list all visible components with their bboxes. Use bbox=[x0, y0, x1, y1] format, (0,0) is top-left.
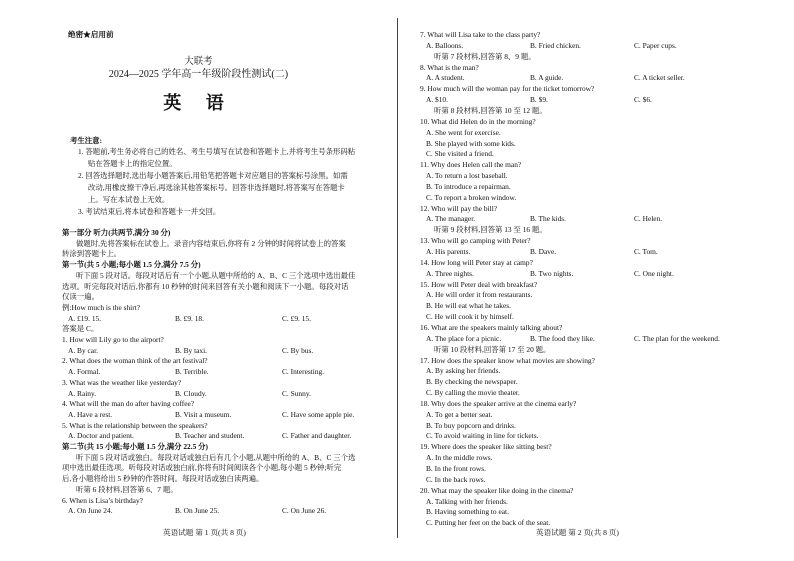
option-a: A. Doctor and patient. bbox=[68, 431, 134, 441]
option-line: C. Putting her feet on the back of the seat. bbox=[426, 518, 551, 528]
question-stem: 5. What is the relationship between the speakers? bbox=[62, 420, 208, 430]
option-b: B. On June 25. bbox=[175, 506, 220, 516]
text-line: 听下面 5 段对话或独白。每段对话或独白后有几个小题,从题中所给的 A、B、C 三个选 bbox=[76, 452, 356, 462]
option-line: C. She visited a friend. bbox=[426, 149, 494, 159]
text-line: 做题时,先将答案标在试卷上。录音内容结束后,你将有 2 分钟的时间将试卷上的答案 bbox=[76, 238, 346, 248]
text-line: 听下面 5 段对话。每段对话后有一个小题,从题中所给的 A、B、C 三个选项中选出最佳 bbox=[76, 270, 356, 280]
option-b: B. Teacher and student. bbox=[175, 431, 245, 441]
section-heading: 第一部分 听力(共两节,满分 30 分) bbox=[62, 228, 171, 237]
option-a: A. By car. bbox=[68, 345, 98, 355]
question-stem: 14. How long will Peter stay at camp? bbox=[420, 257, 533, 267]
option-c: C. Interesting. bbox=[282, 367, 325, 377]
option-c: C. Helen. bbox=[634, 214, 663, 224]
option-line: A. Talking with her friends. bbox=[426, 496, 508, 506]
option-line: C. By calling the movie theater. bbox=[426, 388, 520, 398]
option-c: C. A ticket seller. bbox=[634, 73, 685, 83]
option-c: C. Tom. bbox=[634, 247, 658, 256]
text-line: 听第 6 段材料,回答第 6、7 题。 bbox=[76, 484, 178, 494]
question-stem: 7. What will Lisa take to the class party? bbox=[420, 30, 541, 39]
question-stem: 19. Where does the speaker like sitting best? bbox=[420, 442, 552, 452]
option-line: B. By checking the newspaper. bbox=[426, 377, 518, 387]
exam-subtitle: 2024—2025 学年高一年级阶段性测试(二) bbox=[108, 69, 289, 80]
option-a: A. Three nights. bbox=[426, 268, 474, 278]
option-b: B. Visit a museum. bbox=[175, 409, 232, 419]
option-a: A. Balloons. bbox=[426, 40, 464, 50]
notice-line: 1. 答题前,考生务必将自己的姓名、考生号填写在试卷和答题卡上,并将考生号条形码粘 bbox=[78, 147, 356, 156]
question-stem: 6. When is Lisa’s birthday? bbox=[62, 495, 143, 505]
option-a: A. The place for a picnic. bbox=[426, 333, 502, 343]
option-b: B. A guide. bbox=[530, 73, 564, 83]
option-c: C. Paper cups. bbox=[634, 40, 677, 50]
option-line: B. She played with some kids. bbox=[426, 138, 516, 148]
question-stem: 11. Why does Helen call the man? bbox=[420, 160, 522, 170]
text-line: 转涂到答题卡上。 bbox=[62, 249, 122, 259]
option-line: B. To introduce a repairman. bbox=[426, 181, 511, 191]
option-b: B. Fried chicken. bbox=[530, 40, 581, 50]
option-line: A. By asking her friends. bbox=[426, 366, 501, 376]
option-b: B. Dave. bbox=[530, 247, 557, 256]
option-a: A. On June 24. bbox=[68, 506, 113, 516]
option-b: B. The kids. bbox=[530, 214, 566, 224]
option-line: A. To return a lost baseball. bbox=[426, 171, 508, 181]
question-stem: 3. What was the weather like yesterday? bbox=[62, 377, 182, 387]
option-c: C. On June 26. bbox=[282, 506, 327, 516]
option-b: B. Two nights. bbox=[530, 268, 574, 278]
question-stem: 18. Why does the speaker arrive at the cinema early? bbox=[420, 398, 577, 408]
option-a: A. £19. 15. bbox=[68, 313, 102, 323]
question-stem: 20. What may the speaker like doing in the cinema? bbox=[420, 485, 574, 495]
notice-line: 上。写在本试卷上无效。 bbox=[88, 195, 170, 204]
option-b: B. Terrible. bbox=[175, 367, 209, 377]
option-c: C. The plan for the weekend. bbox=[634, 333, 720, 343]
option-line: C. He will cook it by himself. bbox=[426, 312, 514, 322]
option-a: A. Have a rest. bbox=[68, 409, 113, 419]
text-line: 后,各小题将给出 5 秒钟的作答时间。每段对话或独白读两遍。 bbox=[62, 474, 264, 484]
text-line: 仅读一遍。 bbox=[62, 292, 99, 302]
question-stem: 例:How much is the shirt? bbox=[62, 302, 141, 312]
question-stem: 8. What is the man? bbox=[420, 62, 479, 72]
question-stem: 12. Who will pay the bill? bbox=[420, 203, 498, 213]
option-line: A. She went for exercise. bbox=[426, 127, 501, 137]
option-line: A. He will order it from restaurants. bbox=[426, 290, 533, 300]
option-a: A. Formal. bbox=[68, 367, 101, 377]
option-line: A. To get a better seat. bbox=[426, 409, 493, 419]
option-b: B. Cloudy. bbox=[175, 388, 207, 398]
secret-label: 绝密★启用前 bbox=[68, 30, 114, 39]
option-line: B. Having something to eat. bbox=[426, 507, 509, 517]
page-footer-left: 英语试题 第 1 页(共 8 页) bbox=[163, 528, 246, 537]
question-stem: 4. What will the man do after having coffee? bbox=[62, 399, 195, 409]
option-c: C. $6. bbox=[634, 95, 652, 105]
text-line: 选项。听完每段对话后,你都有 10 秒钟的时间来回答有关小题和阅读下一小题。每段对话 bbox=[62, 281, 349, 291]
option-c: C. £9. 15. bbox=[282, 313, 311, 323]
option-c: C. One night. bbox=[634, 268, 674, 278]
text-line: 听第 10 段材料,回答第 17 至 20 题。 bbox=[434, 344, 551, 354]
option-b: B. By taxi. bbox=[175, 345, 208, 355]
question-stem: 16. What are the speakers mainly talking about? bbox=[420, 322, 563, 332]
option-a: A. His parents. bbox=[426, 247, 471, 256]
option-c: C. Father and daughter. bbox=[282, 431, 352, 441]
question-stem: 10. What did Helen do in the morning? bbox=[420, 116, 536, 126]
option-a: A. $10. bbox=[426, 95, 448, 105]
question-stem: 15. How will Peter deal with breakfast? bbox=[420, 279, 538, 289]
notice-heading: 考生注意: bbox=[70, 136, 103, 145]
text-line: 听第 7 段材料,回答第 8、9 题。 bbox=[434, 51, 536, 61]
text-line: 答案是 C。 bbox=[62, 324, 99, 334]
exam-title: 大联考 bbox=[184, 57, 213, 67]
option-c: C. By bus. bbox=[282, 345, 314, 355]
section-heading: 第一节(共 5 小题;每小题 1.5 分,满分 7.5 分) bbox=[62, 260, 201, 270]
option-b: B. $9. bbox=[530, 95, 548, 105]
option-line: C. To avoid waiting in line for tickets. bbox=[426, 431, 539, 441]
notice-line: 3. 考试结束后,将本试卷和答题卡一并交回。 bbox=[78, 207, 221, 216]
option-c: C. Have some apple pie. bbox=[282, 409, 355, 419]
option-a: A. Rainy. bbox=[68, 388, 97, 398]
question-stem: 2. What does the woman think of the art festival? bbox=[62, 356, 208, 366]
notice-line: 2. 回答选择题时,选出每小题答案后,用铅笔把答题卡对应题目的答案标号涂黑。如需 bbox=[78, 171, 348, 180]
option-line: B. To buy popcorn and drinks. bbox=[426, 420, 516, 430]
option-c: C. Sunny. bbox=[282, 388, 311, 398]
text-line: 项中选出最佳选项。听每段对话或独白前,你将有时间阅读各个小题,每小题 5 秒钟;听完 bbox=[62, 463, 342, 473]
option-b: B. £9. 18. bbox=[175, 313, 204, 323]
option-b: B. The food they like. bbox=[530, 333, 595, 343]
text-line: 听第 8 段材料,回答第 10 至 12 题。 bbox=[434, 105, 547, 115]
option-line: A. In the middle rows. bbox=[426, 453, 493, 463]
question-stem: 17. How does the speaker know what movies are showing? bbox=[420, 355, 595, 365]
option-line: C. To report a broken window. bbox=[426, 192, 517, 202]
section-heading: 第二节(共 15 小题;每小题 1.5 分,满分 22.5 分) bbox=[62, 442, 208, 451]
question-stem: 1. How will Lily go to the airport? bbox=[62, 335, 164, 344]
subject-title: 英 语 bbox=[163, 93, 234, 113]
question-stem: 13. Who will go camping with Peter? bbox=[420, 236, 531, 246]
option-line: B. He will eat what he takes. bbox=[426, 301, 511, 311]
text-line: 听第 9 段材料,回答第 13 至 16 题。 bbox=[434, 225, 547, 235]
notice-line: 改动,用橡皮擦干净后,再选涂其他答案标号。回答非选择题时,将答案写在答题卡 bbox=[88, 183, 345, 192]
option-line: C. In the back rows. bbox=[426, 474, 486, 484]
page-footer-right: 英语试题 第 2 页(共 8 页) bbox=[536, 528, 619, 537]
question-stem: 9. How much will the woman pay for the ticket tomorrow? bbox=[420, 84, 595, 94]
page-right bbox=[397, 0, 794, 561]
option-a: A. A student. bbox=[426, 73, 465, 83]
option-a: A. The manager. bbox=[426, 214, 476, 224]
option-line: B. In the front rows. bbox=[426, 464, 486, 473]
notice-line: 贴在答题卡上的指定位置。 bbox=[88, 159, 177, 168]
